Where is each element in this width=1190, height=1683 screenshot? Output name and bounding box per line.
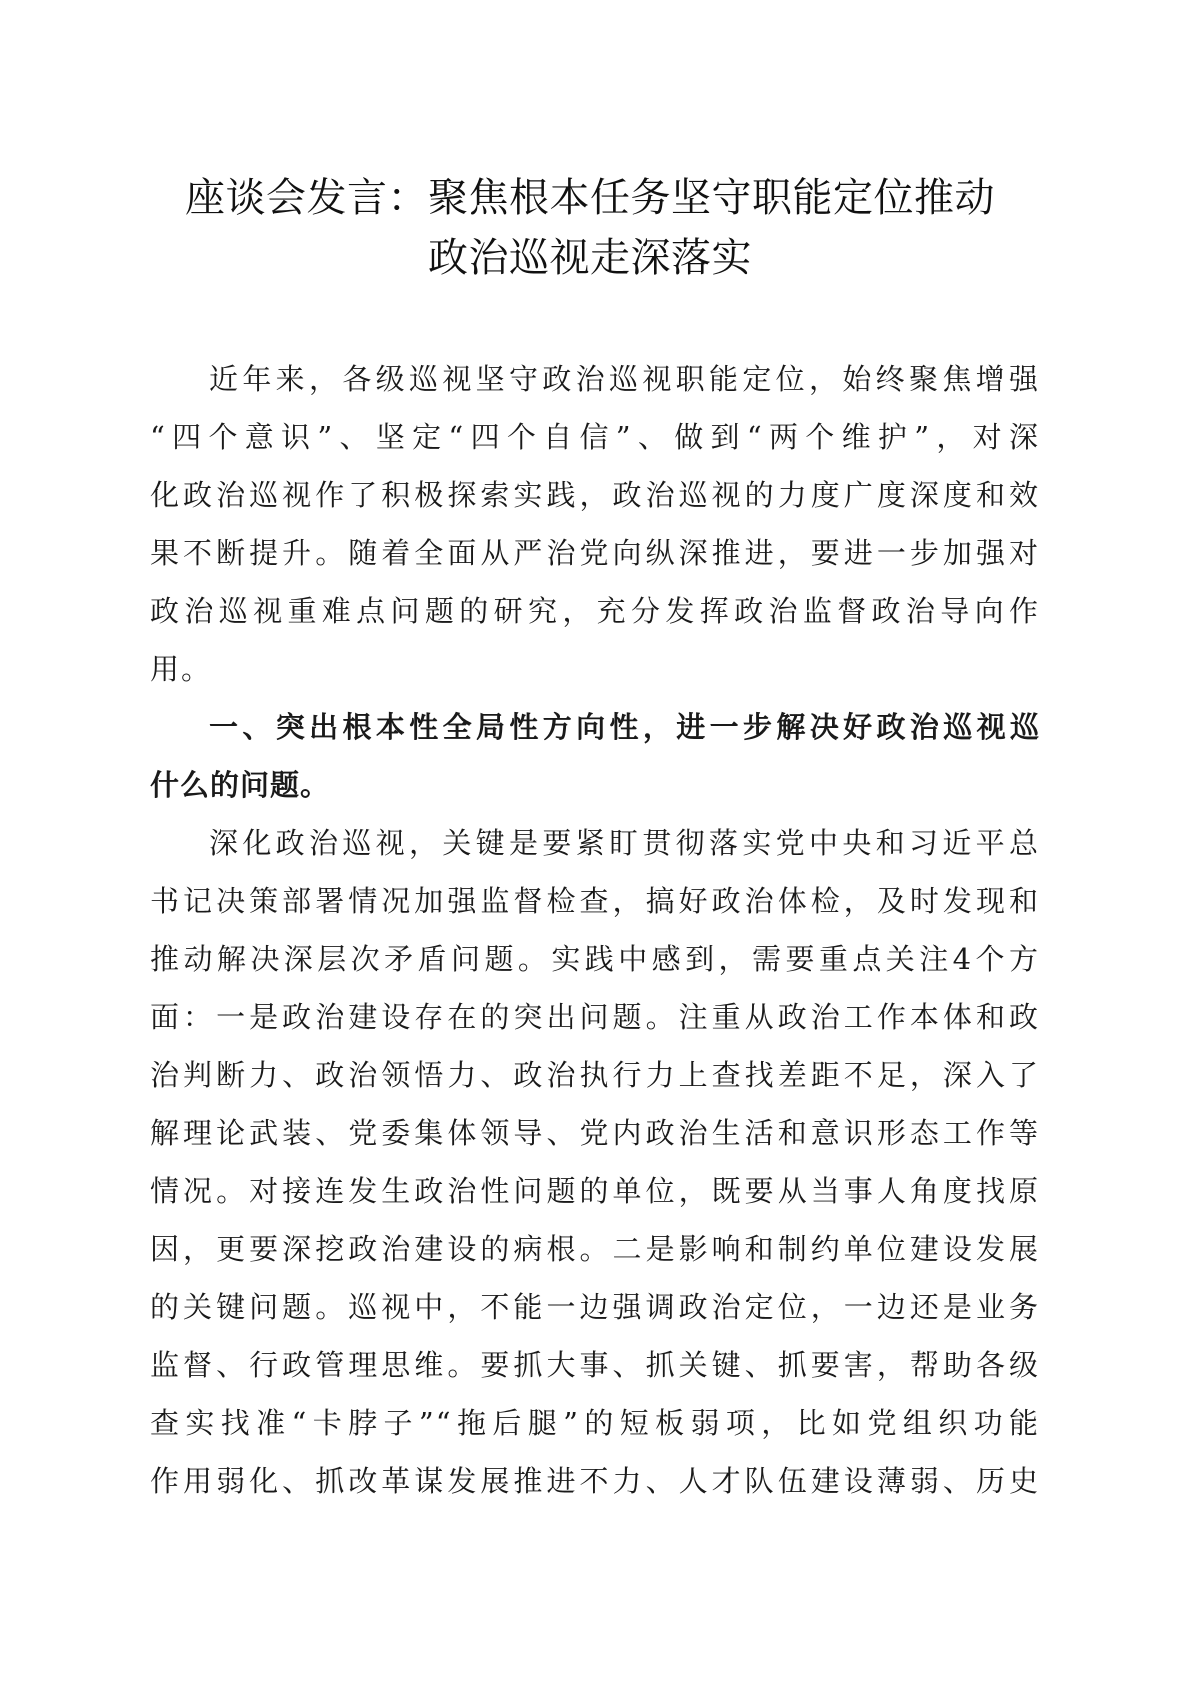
paragraph-line: 政治巡视重难点问题的研究，充分发挥政治监督政治导向作 [150,594,1040,628]
paragraph-line: 解理论武装、党委集体领导、党内政治生活和意识形态工作等 [150,1116,1040,1150]
paragraph-line: 推动解决深层次矛盾问题。实践中感到，需要重点关注4个方 [150,942,1040,976]
paragraph-line: 深化政治巡视，关键是要紧盯贯彻落实党中央和习近平总 [209,826,1040,860]
paragraph-line: 情况。对接连发生政治性问题的单位，既要从当事人角度找原 [150,1174,1040,1208]
paragraph-line: 治判断力、政治领悟力、政治执行力上查找差距不足，深入了 [150,1058,1040,1092]
title-line-2: 政治巡视走深落实 [428,235,752,281]
title-line-1: 座谈会发言：聚焦根本任务坚守职能定位推动 [185,175,995,221]
paragraph-line: 面：一是政治建设存在的突出问题。注重从政治工作本体和政 [150,1000,1040,1034]
paragraph-line: 查实找准“卡脖子”“拖后腿”的短板弱项，比如党组织功能 [150,1406,1040,1440]
paragraph-line: “四个意识”、坚定“四个自信”、做到“两个维护”，对深 [150,420,1040,454]
paragraph-line: 用。 [150,652,213,686]
intro-paragraph [150,350,1040,698]
paragraph-line: 书记决策部署情况加强监督检查，搞好政治体检，及时发现和 [150,884,1040,918]
paragraph-line: 作用弱化、抓改革谋发展推进不力、人才队伍建设薄弱、历史 [150,1464,1040,1498]
paragraph-line: 的关键问题。巡视中，不能一边强调政治定位，一边还是业务 [150,1290,1040,1324]
paragraph-line: 近年来，各级巡视坚守政治巡视职能定位，始终聚焦增强 [209,362,1040,396]
document-title [140,168,1040,288]
section-heading [150,698,1040,814]
section-paragraph [150,814,1040,1510]
paragraph-line: 因，更要深挖政治建设的病根。二是影响和制约单位建设发展 [150,1232,1040,1266]
document-body [150,350,1040,1510]
paragraph-line: 果不断提升。随着全面从严治党向纵深推进，要进一步加强对 [150,536,1040,570]
heading-line: 一、突出根本性全局性方向性，进一步解决好政治巡视巡 [209,710,1040,744]
paragraph-line: 化政治巡视作了积极探索实践，政治巡视的力度广度深度和效 [150,478,1040,512]
heading-line: 什么的问题。 [150,768,331,802]
paragraph-line: 监督、行政管理思维。要抓大事、抓关键、抓要害，帮助各级 [150,1348,1040,1382]
